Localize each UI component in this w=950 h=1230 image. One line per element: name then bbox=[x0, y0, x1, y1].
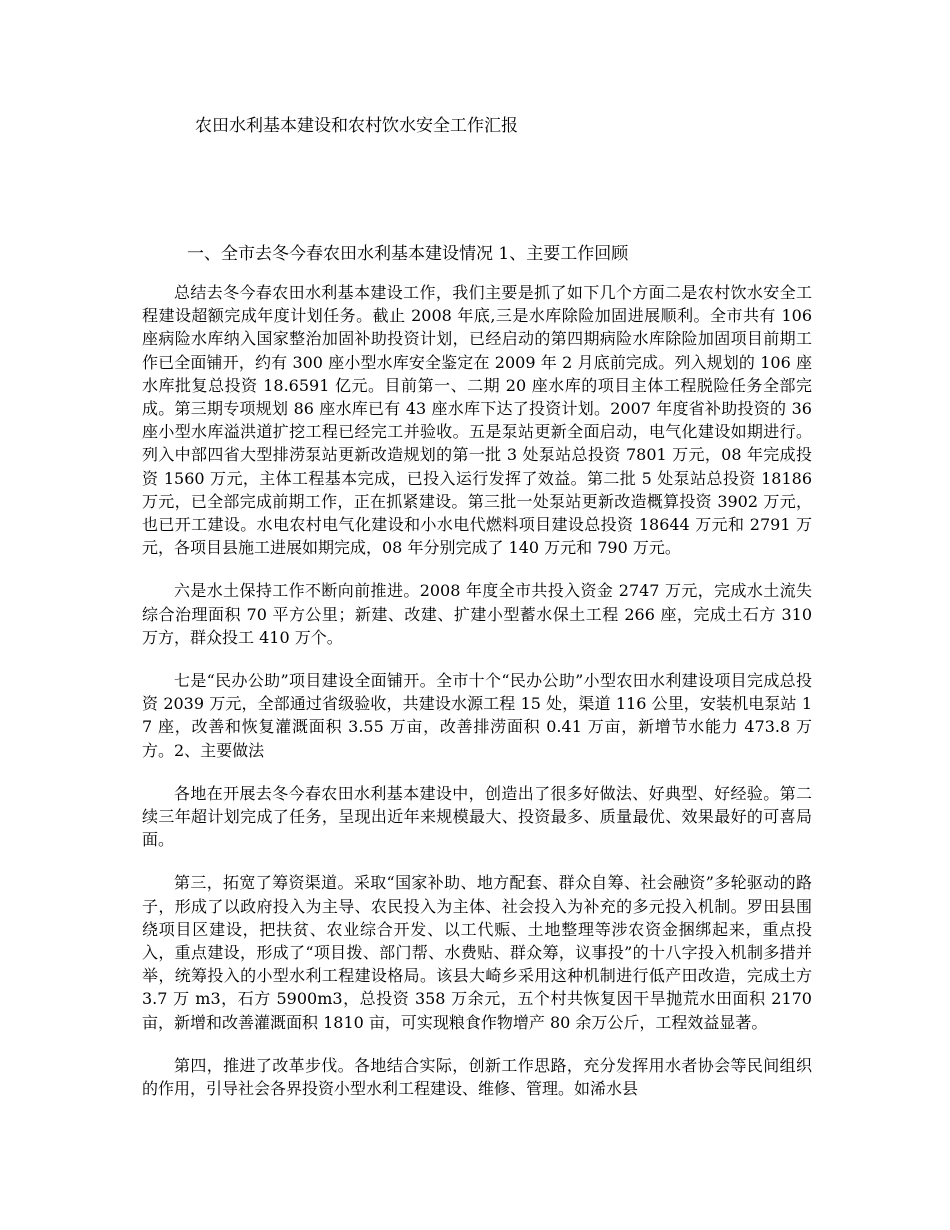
document-title: 农田水利基本建设和农村饮水安全工作汇报 bbox=[195, 116, 518, 136]
paragraph-private-public-projects: 七是“民办公助”项目建设全面铺开。全市十个“民办公助”小型农田水利建设项目完成总投资 2039 万元，全部通过省级验收，共建设水源工程 15 处，渠道 116 公里，安装机电泵站 17 座，改善和恢复灌溉面积 3.55 万亩，改善排涝面积 0.41 万亩，新增节水能力 473.8 万方。2、主要做法 bbox=[142, 671, 812, 760]
paragraph-soil-conservation: 六是水土保持工作不断向前推进。2008 年度全市共投入资金 2747 万元，完成水土流失综合治理面积 70 平方公里；新建、改建、扩建小型蓄水保土工程 266 座，完成土石方 310 万方，群众投工 410 万个。 bbox=[142, 581, 812, 647]
document-body bbox=[142, 281, 812, 1120]
section-heading: 一、全市去冬今春农田水利基本建设情况 1、主要工作回顾 bbox=[187, 244, 629, 264]
paragraph-work-review: 总结去冬今春农田水利基本建设工作，我们主要是抓了如下几个方面二是农村饮水安全工程建设超额完成年度计划任务。截止 2008 年底,三是水库除险加固进展顺利。全市共有 106 座病险水库纳入国家整治加固补助投资计划，已经启动的第四期病险水库除险加固项目前期工作已全面铺开，约有 300 座小型水库安全鉴定在 2009 年 2 月底前完成。列入规划的 106 座水库批复总投资 18.6591 亿元。目前第一、二期 20 座水库的项目主体工程脱险任务全部完成。第三期专项规划 86 座水库已有 43 座水库下达了投资计划。2007 年度省补助投资的 36 座小型水库溢洪道扩挖工程已经完工并验收。五是泵站更新全面启动，电气化建设如期进行。列入中部四省大型排涝泵站更新改造规划的第一批 3 处泵站总投资 7801 万元，08 年完成投资 1560 万元，主体工程基本完成，已投入运行发挥了效益。第二批 5 处泵站总投资 18186 万元，已全部完成前期工作，正在抓紧建设。第三批一处泵站更新改造概算投资 3902 万元，也已开工建设。水电农村电气化建设和小水电代燃料项目建设总投资 18644 万元和 2791 万元，各项目县施工进展如期完成，08 年分别完成了 140 万元和 790 万元。 bbox=[142, 283, 812, 558]
paragraph-practices: 各地在开展去冬今春农田水利基本建设中，创造出了很多好做法、好典型、好经验。第二续三年超计划完成了任务，呈现出近年来规模最大、投资最多、质量最优、效果最好的可喜局面。 bbox=[142, 783, 812, 850]
paragraph-reform: 第四，推进了改革步伐。各地结合实际，创新工作思路，充分发挥用水者协会等民间组织的作用，引导社会各界投资小型水利工程建设、维修、管理。如浠水县 bbox=[142, 1055, 812, 1099]
paragraph-funding-channels: 第三，拓宽了筹资渠道。采取“国家补助、地方配套、群众自筹、社会融资”多轮驱动的路子，形成了以政府投入为主导、农民投入为主体、社会投入为补充的多元投入机制。罗田县围绕项目区建设，把扶贫、农业综合开发、以工代赈、土地整理等涉农资金捆绑起来，重点投入，重点建设，形成了“项目拨、部门帮、水费贴、群众筹，议事投”的十八字投入机制多措并举，统筹投入的小型水利工程建设格局。该县大崎乡采用这种机制进行低产田改造，完成土方 3.7 万 m3，石方 5900m3，总投资 358 万余元，五个村共恢复因干旱抛荒水田面积 2170 亩，新增和改善灌溉面积 1810 亩，可实现粮食作物增产 80 余万公斤，工程效益显著。 bbox=[142, 873, 812, 1032]
